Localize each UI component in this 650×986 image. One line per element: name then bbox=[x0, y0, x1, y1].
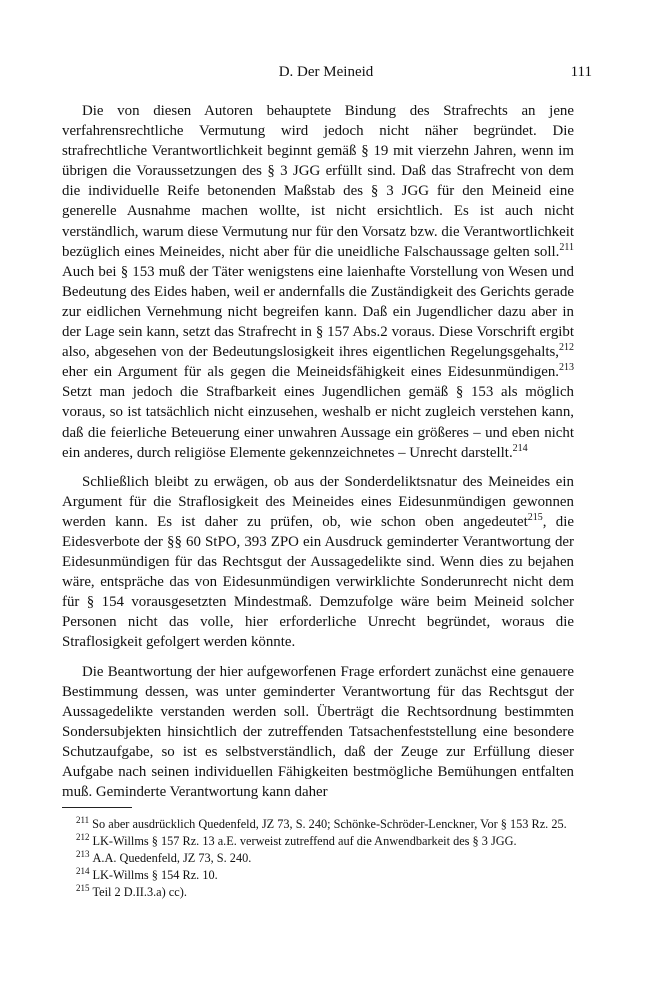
footnote-text: So aber ausdrücklich Quedenfeld, JZ 73, S. 240; Schönke-Schröder-Lenckner, Vor § 153 Rz. 25. bbox=[92, 817, 567, 831]
footnote-text: LK-Willms § 157 Rz. 13 a.E. verweist zutreffend auf die Anwendbarkeit des § 3 JGG. bbox=[92, 834, 517, 848]
footnote bbox=[62, 867, 574, 884]
text-segment: Die Beantwortung der hier aufgeworfenen Frage erfordert zunächst eine genauere Bestimmung dessen, was unter geminderter Verantwortung für das Rechtsgut der Aussagedelikte verstanden werden soll. Überträgt die Rechtsordnung bestimmten Sondersubjekten hinsichtlich der zutreffenden Tatsachenfeststellung eine besondere Schutzaufgabe, so ist es selbstverständlich, daß der Zeuge zur Erfüllung dieser Aufgabe nach seinen individuellen Fähigkeiten bestmögliche Bemühungen entfalten muß. Geminderte Verantwortung kann daher bbox=[62, 663, 574, 801]
body-text bbox=[62, 101, 574, 811]
footnote-ref: 211 bbox=[559, 241, 574, 253]
footnote bbox=[62, 833, 574, 850]
text-segment: Die von diesen Autoren behauptete Bindung des Strafrechts an jene verfahrensrechtliche Vermutung wird jedoch nicht näher begründet. Die strafrechtliche Verantwortlichkeit beginnt gemäß § 19 mit vierzehn Jahren, wenn im übrigen die Voraussetzungen des § 3 JGG erfüllt sind. Daß das Strafrecht von dem die individuelle Reife betonenden Maßstab des § 3 JGG für den Meineid eine generelle Ausnahme machen wollte, ist nicht ersichtlich. Es ist auch nicht verständlich, warum diese Vermutung nur für den Vorsatz bzw. die Verantwortlichkeit bezüglich eines Meineides, nicht aber für die uneidliche Falschaussage gelten soll. bbox=[62, 103, 574, 260]
footnote-divider bbox=[62, 807, 132, 808]
text-segment: eher ein Argument für als gegen die Meineidsfähigkeit eines Eidesunmündigen. bbox=[62, 364, 559, 381]
footnote-ref: 213 bbox=[559, 362, 574, 374]
page-number: 111 bbox=[570, 64, 592, 80]
footnote-ref: 212 bbox=[559, 342, 574, 354]
footnote bbox=[62, 816, 574, 833]
paragraph bbox=[62, 101, 574, 463]
text-segment: Setzt man jedoch die Strafbarkeit eines Jugendlichen gemäß § 153 als möglich voraus, so ist tatsächlich nicht einzusehen, weshalb er nicht zugleich verstehen kann, daß die feierliche Beteuerung einer unwahren Aussage ein größeres – und eben nicht ein anderes, durch religiöse Elemente gekennzeichnetes – Unrecht darstellt. bbox=[62, 384, 574, 461]
footnote bbox=[62, 884, 574, 901]
paragraph bbox=[62, 472, 574, 653]
page-header bbox=[60, 64, 592, 86]
running-title: D. Der Meineid bbox=[278, 64, 374, 80]
text-segment: , die Eidesverbote der §§ 60 StPO, 393 ZPO ein Ausdruck geminderter Verantwortung der Eidesunmündigen für das Rechtsgut der Aussagedelikte sind. Wenn dies zu bejahen wäre, entspräche das von Eidesunmündigen verwirklichte Sonderunrecht nicht dem für § 154 vorausgesetzten Mindestmaß. Demzufolge wäre beim Meineid solcher Personen nicht das volle, hier erforderliche Unrecht begründet, woraus die Straflosigkeit gefolgert werden könnte. bbox=[62, 513, 574, 651]
footnote-ref: 214 bbox=[512, 442, 528, 454]
footnote bbox=[62, 850, 574, 867]
paragraph bbox=[62, 662, 574, 803]
footnote-text: A.A. Quedenfeld, JZ 73, S. 240. bbox=[92, 851, 252, 865]
footnotes bbox=[62, 816, 574, 901]
footnote-number: 213 bbox=[76, 848, 90, 859]
text-segment: Auch bei § 153 muß der Täter wenigstens eine laienhafte Vorstellung von Wesen und Bedeutung des Eides haben, weil er andernfalls die Zuständigkeit des Gerichts gerade zur eidlichen Vernehmung nicht begreifen kann. Daß ein Jugendlicher dazu aber in der Lage sein kann, setzt das Strafrecht in § 157 Abs.2 voraus. Diese Vorschrift ergibt also, abgesehen von der Bedeutungslosigkeit ihres eigentlichen Regelungsgehalts, bbox=[62, 263, 574, 361]
footnote-number: 214 bbox=[76, 865, 90, 876]
footnote-ref: 215 bbox=[527, 511, 543, 523]
footnote-number: 211 bbox=[76, 814, 90, 825]
footnote-number: 215 bbox=[76, 882, 90, 893]
footnote-text: LK-Willms § 154 Rz. 10. bbox=[92, 868, 218, 882]
footnote-text: Teil 2 D.II.3.a) cc). bbox=[92, 885, 187, 899]
footnote-number: 212 bbox=[76, 831, 90, 842]
text-segment: Schließlich bleibt zu erwägen, ob aus der Sonderdeliktsnatur des Meineides ein Argument für die Straflosigkeit des Meineides eines Eidesunmündigen gewonnen werden kann. Es ist daher zu prüfen, ob, wie schon oben angedeutet bbox=[62, 473, 574, 530]
